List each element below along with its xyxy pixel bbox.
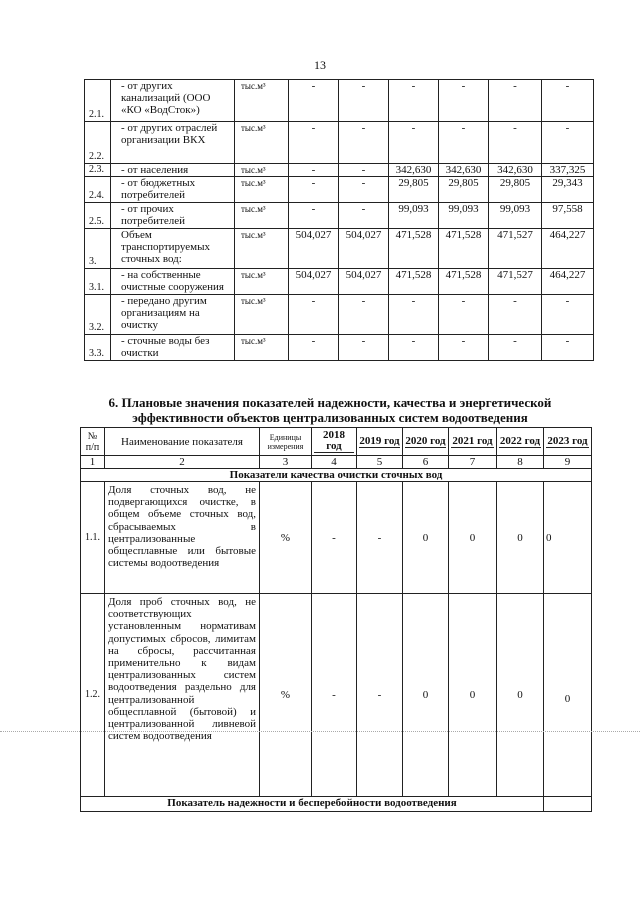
row-value: 29,805 xyxy=(389,177,439,203)
row-value: - xyxy=(542,80,594,122)
row-value: 471,527 xyxy=(489,229,542,269)
indicator-value: - xyxy=(312,594,357,797)
row-value: - xyxy=(542,295,594,335)
row-value: 29,343 xyxy=(542,177,594,203)
row-value: - xyxy=(489,122,542,164)
table-row xyxy=(85,177,594,203)
row-value: - xyxy=(339,80,389,122)
header-year xyxy=(497,428,544,456)
row-value: 99,093 xyxy=(489,203,542,229)
table-row xyxy=(85,122,594,164)
section-heading xyxy=(60,395,600,425)
row-name: Объем транспортируемых сточных вод: xyxy=(111,229,235,269)
section-heading-line2: эффективности объектов централизованных систем водоотведения xyxy=(132,410,528,425)
row-value: - xyxy=(339,295,389,335)
row-name: - от других канализаций (ООО «КО «ВодСток») xyxy=(111,80,235,122)
table-row xyxy=(85,295,594,335)
table-row xyxy=(85,229,594,269)
row-value: 471,528 xyxy=(389,269,439,295)
row-value: - xyxy=(389,335,439,361)
row-value: - xyxy=(289,80,339,122)
row-unit: тыс.м³ xyxy=(235,80,289,122)
indicator-unit: % xyxy=(260,594,312,797)
table-row xyxy=(85,80,594,122)
row-value: 337,325 xyxy=(542,164,594,177)
table-row xyxy=(85,269,594,295)
section-row xyxy=(81,797,592,812)
indicator-name: Доля проб сточных вод, не соответствующих установленным нормативам допустимых сбросов, лимитам на сбросы, рассчитанная применительно к видам централизованных систем водоотведения раздельно для централизованной общесплавной (бытовой) и централизованной ливневой систем водоотведения xyxy=(105,594,260,797)
header-unit: Единицы измерения xyxy=(260,428,312,456)
section-title-quality: Показатели качества очистки сточных вод xyxy=(81,469,592,482)
section-heading-line1: 6. Плановые значения показателей надежности, качества и энергетической xyxy=(108,395,552,410)
row-value: - xyxy=(439,122,489,164)
column-number: 6 xyxy=(403,456,449,469)
column-number: 5 xyxy=(357,456,403,469)
section-empty-cell xyxy=(544,797,592,812)
row-value: 471,528 xyxy=(389,229,439,269)
row-value: - xyxy=(389,295,439,335)
indicator-value: 0 xyxy=(497,594,544,797)
row-value: - xyxy=(289,335,339,361)
row-number: 2.4. xyxy=(85,177,111,203)
row-name: - на собственные очистные сооружения xyxy=(111,269,235,295)
header-name: Наименование показателя xyxy=(105,428,260,456)
row-value: - xyxy=(389,122,439,164)
row-value: - xyxy=(489,80,542,122)
row-value: - xyxy=(439,80,489,122)
indicator-value: - xyxy=(312,482,357,594)
table-row xyxy=(85,335,594,361)
row-value: 471,528 xyxy=(439,229,489,269)
indicator-value: 0 xyxy=(449,594,497,797)
indicator-unit: % xyxy=(260,482,312,594)
row-value: - xyxy=(339,122,389,164)
row-value: 471,528 xyxy=(439,269,489,295)
row-value: 342,630 xyxy=(489,164,542,177)
header-year xyxy=(312,428,357,456)
row-value: - xyxy=(289,203,339,229)
row-number: 2.2. xyxy=(85,122,111,164)
row-name: - от других отраслей организации ВКХ xyxy=(111,122,235,164)
row-value: 97,558 xyxy=(542,203,594,229)
row-value: - xyxy=(289,177,339,203)
row-name: - передано другим организациям на очистку xyxy=(111,295,235,335)
table-header-row xyxy=(81,428,592,456)
header-year-label: 2023 год xyxy=(547,434,588,447)
row-unit: тыс.м³ xyxy=(235,164,289,177)
column-number-row xyxy=(81,456,592,469)
column-number: 1 xyxy=(81,456,105,469)
table-row xyxy=(81,594,592,797)
row-value: - xyxy=(489,295,542,335)
row-value: 29,805 xyxy=(489,177,542,203)
wastewater-volume-table xyxy=(84,79,594,361)
row-number: 3. xyxy=(85,229,111,269)
row-value: - xyxy=(339,203,389,229)
table-row xyxy=(85,203,594,229)
indicator-name: Доля сточных вод, не подвергающихся очистке, в общем объеме сточных вод, сбрасываемых в централизованные общесплавные или бытовые системы водоотведения xyxy=(105,482,260,594)
row-unit: тыс.м³ xyxy=(235,177,289,203)
section-row xyxy=(81,469,592,482)
row-number: 3.3. xyxy=(85,335,111,361)
indicator-value: - xyxy=(357,482,403,594)
indicator-value: 0 xyxy=(403,594,449,797)
row-value: 99,093 xyxy=(439,203,489,229)
row-value: - xyxy=(439,335,489,361)
row-value: - xyxy=(389,80,439,122)
table-row xyxy=(85,164,594,177)
row-value: - xyxy=(289,295,339,335)
row-value: - xyxy=(339,164,389,177)
row-value: - xyxy=(489,335,542,361)
indicator-value: 0 xyxy=(544,482,592,594)
row-value: - xyxy=(439,295,489,335)
row-value: - xyxy=(289,164,339,177)
row-number: 2.5. xyxy=(85,203,111,229)
header-year xyxy=(449,428,497,456)
row-value: 464,227 xyxy=(542,229,594,269)
row-value: - xyxy=(339,177,389,203)
page-number: 13 xyxy=(314,58,326,72)
row-value: 504,027 xyxy=(289,229,339,269)
row-value: 504,027 xyxy=(339,269,389,295)
row-unit: тыс.м³ xyxy=(235,269,289,295)
row-value: 504,027 xyxy=(339,229,389,269)
header-num: № п/п xyxy=(81,428,105,456)
row-number: 1.1. xyxy=(81,482,105,594)
row-value: - xyxy=(339,335,389,361)
indicator-value: 0 xyxy=(544,594,592,797)
column-number: 9 xyxy=(544,456,592,469)
row-unit: тыс.м³ xyxy=(235,335,289,361)
row-number: 3.2. xyxy=(85,295,111,335)
row-unit: тыс.м³ xyxy=(235,203,289,229)
column-number: 4 xyxy=(312,456,357,469)
row-value: 504,027 xyxy=(289,269,339,295)
row-name: - сточные воды без очистки xyxy=(111,335,235,361)
header-year-label: 2021 год xyxy=(452,434,493,447)
header-year xyxy=(403,428,449,456)
indicator-value: 0 xyxy=(403,482,449,594)
row-value: 342,630 xyxy=(389,164,439,177)
row-value: 29,805 xyxy=(439,177,489,203)
column-number: 2 xyxy=(105,456,260,469)
header-year xyxy=(357,428,403,456)
column-number: 3 xyxy=(260,456,312,469)
row-unit: тыс.м³ xyxy=(235,229,289,269)
column-number: 8 xyxy=(497,456,544,469)
row-number: 1.2. xyxy=(81,594,105,797)
row-number: 3.1. xyxy=(85,269,111,295)
row-value: - xyxy=(542,122,594,164)
row-value: - xyxy=(542,335,594,361)
indicator-value: 0 xyxy=(449,482,497,594)
indicators-table xyxy=(80,427,592,812)
header-year-label: 2018 год xyxy=(314,430,354,453)
row-unit: тыс.м³ xyxy=(235,122,289,164)
header-year-label: 2020 год xyxy=(405,434,446,447)
scan-artifact-line xyxy=(0,731,640,732)
table-row xyxy=(81,482,592,594)
row-name: - от населения xyxy=(111,164,235,177)
row-number: 2.3. xyxy=(85,164,111,177)
header-year-label: 2022 год xyxy=(499,434,541,447)
column-number: 7 xyxy=(449,456,497,469)
header-year-label: 2019 год xyxy=(359,434,400,447)
row-value: 464,227 xyxy=(542,269,594,295)
section-title-reliability: Показатель надежности и бесперебойности водоотведения xyxy=(81,797,544,812)
row-name: - от бюджетных потребителей xyxy=(111,177,235,203)
row-value: 471,527 xyxy=(489,269,542,295)
row-value: - xyxy=(289,122,339,164)
indicator-value: 0 xyxy=(497,482,544,594)
header-year xyxy=(544,428,592,456)
row-value: 99,093 xyxy=(389,203,439,229)
row-value: 342,630 xyxy=(439,164,489,177)
row-number: 2.1. xyxy=(85,80,111,122)
row-unit: тыс.м³ xyxy=(235,295,289,335)
indicator-value: - xyxy=(357,594,403,797)
row-name: - от прочих потребителей xyxy=(111,203,235,229)
